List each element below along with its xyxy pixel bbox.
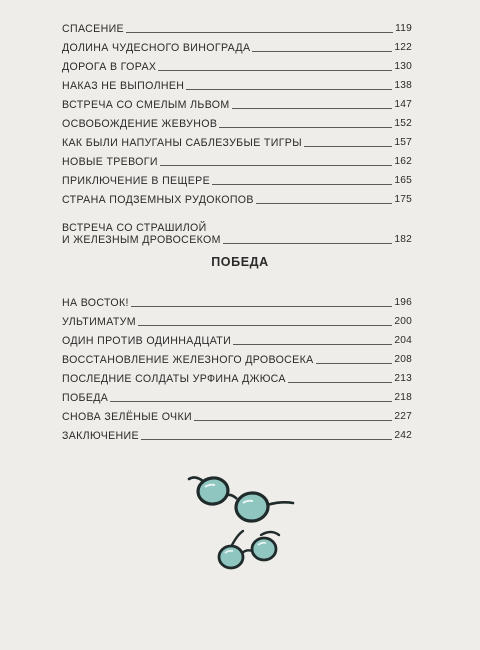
toc-entry-page: 182 [394,234,412,245]
toc-entry-page: 242 [394,430,412,441]
section-title: ПОБЕДА [211,255,269,269]
toc-entry-title: ВОССТАНОВЛЕНИЕ ЖЕЛЕЗНОГО ДРОВОСЕКА [62,354,314,366]
toc-entry-page: 130 [394,61,412,72]
toc-entry [62,130,412,149]
dot-leader [212,184,392,185]
toc-entry-title: ОДИН ПРОТИВ ОДИННАДЦАТИ [62,335,232,347]
toc-entry [62,73,412,92]
toc-entry-title: ДОРОГА В ГОРАХ [62,61,157,73]
dot-leader [126,32,393,33]
toc-entry-page: 200 [394,316,412,327]
dot-leader [138,325,392,326]
toc-entry [62,168,412,187]
toc-entry-title-line2: И ЖЕЛЕЗНЫМ ДРОВОСЕКОМ [62,234,221,246]
toc-entry [62,423,412,442]
toc-entry [62,16,412,35]
toc-entry [62,309,412,328]
dot-leader [194,420,392,421]
toc-entry [62,92,412,111]
toc-entry-title-line1: ВСТРЕЧА СО СТРАШИЛОЙ [62,222,207,234]
toc-list-part2 [62,290,412,442]
toc-entry [62,290,412,309]
toc-entry [62,366,412,385]
toc-entry-page: 152 [394,118,412,129]
toc-entry [62,347,412,366]
toc-entry-page: 138 [394,80,412,91]
dot-leader [186,89,392,90]
toc-entry [62,328,412,347]
toc-entry-page: 122 [394,42,412,53]
toc-entry-title: ВСТРЕЧА СО СМЕЛЫМ ЛЬВОМ [62,99,230,111]
toc-entry [62,35,412,54]
toc-entry [62,149,412,168]
toc-entry [62,404,412,423]
toc-entry-title: ПОБЕДА [62,392,109,404]
toc-entry-page: 227 [394,411,412,422]
toc-entry-page: 165 [394,175,412,186]
toc-entry [62,111,412,130]
toc-entry-page: 157 [394,137,412,148]
toc-entry-page: 119 [395,23,412,34]
toc-entry-title: ОСВОБОЖДЕНИЕ ЖЕВУНОВ [62,118,218,130]
toc-entry-page: 196 [394,297,412,308]
toc-entry-title: ПОСЛЕДНИЕ СОЛДАТЫ УРФИНА ДЖЮСА [62,373,286,385]
dot-leader [288,382,393,383]
toc-entry-title: СТРАНА ПОДЗЕМНЫХ РУДОКОПОВ [62,194,254,206]
toc-entry-title: НА ВОСТОК! [62,297,129,309]
toc-entry-title: ПРИКЛЮЧЕНИЕ В ПЕЩЕРЕ [62,175,210,187]
toc-entry-page: 162 [394,156,412,167]
toc-entry-page: 147 [394,99,412,110]
dot-leader [160,165,393,166]
dot-leader [219,127,392,128]
dot-leader [252,51,392,52]
dot-leader [304,146,392,147]
dot-leader [158,70,392,71]
toc-entry-page: 204 [394,335,412,346]
toc-entry-page: 213 [394,373,412,384]
dot-leader [233,344,392,345]
dot-leader [141,439,392,440]
toc-entry-title: НОВЫЕ ТРЕВОГИ [62,156,158,168]
dot-leader [232,108,393,109]
toc-entry-title: ДОЛИНА ЧУДЕСНОГО ВИНОГРАДА [62,42,251,54]
toc-entry-title: УЛЬТИМАТУМ [62,316,136,328]
green-glasses-icon [185,465,305,585]
dot-leader [316,363,393,364]
toc-entry-page: 208 [394,354,412,365]
toc-entry-title: НАКАЗ НЕ ВЫПОЛНЕН [62,80,185,92]
toc-entry-title: СНОВА ЗЕЛЁНЫЕ ОЧКИ [62,411,192,423]
toc-entry-page: 175 [394,194,412,205]
toc-entry [62,54,412,73]
toc-entry-title: ЗАКЛЮЧЕНИЕ [62,430,139,442]
toc-entry [62,385,412,404]
toc-entry-title: СПАСЕНИЕ [62,23,124,35]
dot-leader [110,401,392,402]
toc-entry [62,187,412,206]
toc-entry-page: 218 [394,392,412,403]
toc-list-part1 [62,16,412,246]
dot-leader [131,306,393,307]
toc-entry-title: КАК БЫЛИ НАПУГАНЫ САБЛЕЗУБЫЕ ТИГРЫ [62,137,302,149]
dot-leader [256,203,393,204]
toc-entry [62,206,412,246]
dot-leader [223,243,393,244]
